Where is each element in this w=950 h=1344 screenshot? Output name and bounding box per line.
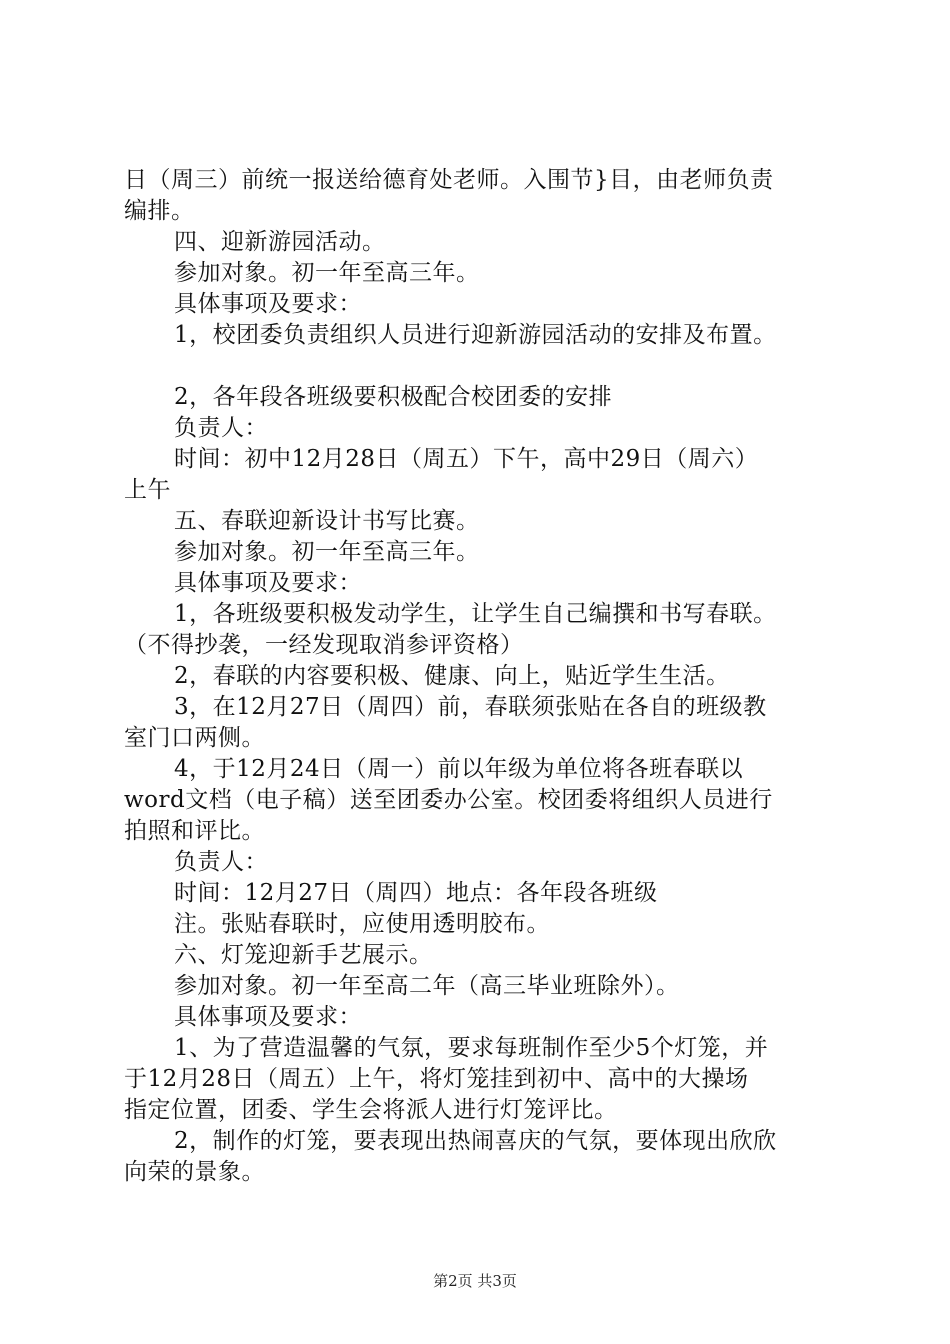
- list-item: 4，于12月24日（周一）前以年级为单位将各班春联以: [174, 756, 744, 782]
- text-line: （不得抄袭，一经发现取消参评资格）: [124, 632, 524, 658]
- text-line: 上午: [124, 477, 171, 503]
- list-item: 1，校团委负责组织人员进行迎新游园活动的安排及布置。: [174, 322, 777, 348]
- text-line: 参加对象。初一年至高三年。: [174, 260, 480, 286]
- text-line: 负责人：: [174, 415, 268, 441]
- document-body: [124, 165, 836, 1188]
- section-heading: 六、灯笼迎新手艺展示。: [174, 942, 433, 968]
- text-line: 具体事项及要求：: [174, 1004, 362, 1030]
- page-footer: 第2页 共3页: [433, 1272, 517, 1290]
- list-item: 1、为了营造温馨的气氛，要求每班制作至少5个灯笼，并: [174, 1035, 769, 1061]
- text-line: 注。张贴春联时，应使用透明胶布。: [174, 911, 550, 937]
- text-line: 时间：12月27日（周四）地点：各年段各班级: [174, 880, 658, 906]
- text-line: 日（周三）前统一报送给德育处老师。入围节}目，由老师负责: [124, 167, 774, 193]
- text-line: word文档（电子稿）送至团委办公室。校团委将组织人员进行: [124, 787, 773, 813]
- list-item: 2，春联的内容要积极、健康、向上，贴近学生生活。: [174, 663, 730, 689]
- list-item: 2，各年段各班级要积极配合校团委的安排: [174, 384, 613, 410]
- text-line: 室门口两侧。: [124, 725, 265, 751]
- list-item: 3，在12月27日（周四）前，春联须张贴在各自的班级教: [174, 694, 767, 720]
- section-heading: 五、春联迎新设计书写比赛。: [174, 508, 480, 534]
- text-line: 向荣的景象。: [124, 1159, 265, 1185]
- text-line: 参加对象。初一年至高三年。: [174, 539, 480, 565]
- blank-line: [124, 351, 836, 382]
- list-item: 2，制作的灯笼，要表现出热闹喜庆的气氛，要体现出欣欣: [174, 1128, 777, 1154]
- text-line: 参加对象。初一年至高二年（高三毕业班除外）。: [174, 973, 680, 999]
- section-heading: 四、迎新游园活动。: [174, 229, 386, 255]
- text-line: 编排。: [124, 198, 195, 224]
- text-line: 于12月28日（周五）上午，将灯笼挂到初中、高中的大操场: [124, 1066, 749, 1092]
- text-line: 时间：初中12月28日（周五）下午，高中29日（周六）: [174, 446, 759, 472]
- text-line: 具体事项及要求：: [174, 291, 362, 317]
- text-line: 指定位置，团委、学生会将派人进行灯笼评比。: [124, 1097, 618, 1123]
- text-line: 负责人：: [174, 849, 268, 875]
- list-item: 1，各班级要积极发动学生，让学生自己编撰和书写春联。: [174, 601, 777, 627]
- text-line: 具体事项及要求：: [174, 570, 362, 596]
- text-line: 拍照和评比。: [124, 818, 265, 844]
